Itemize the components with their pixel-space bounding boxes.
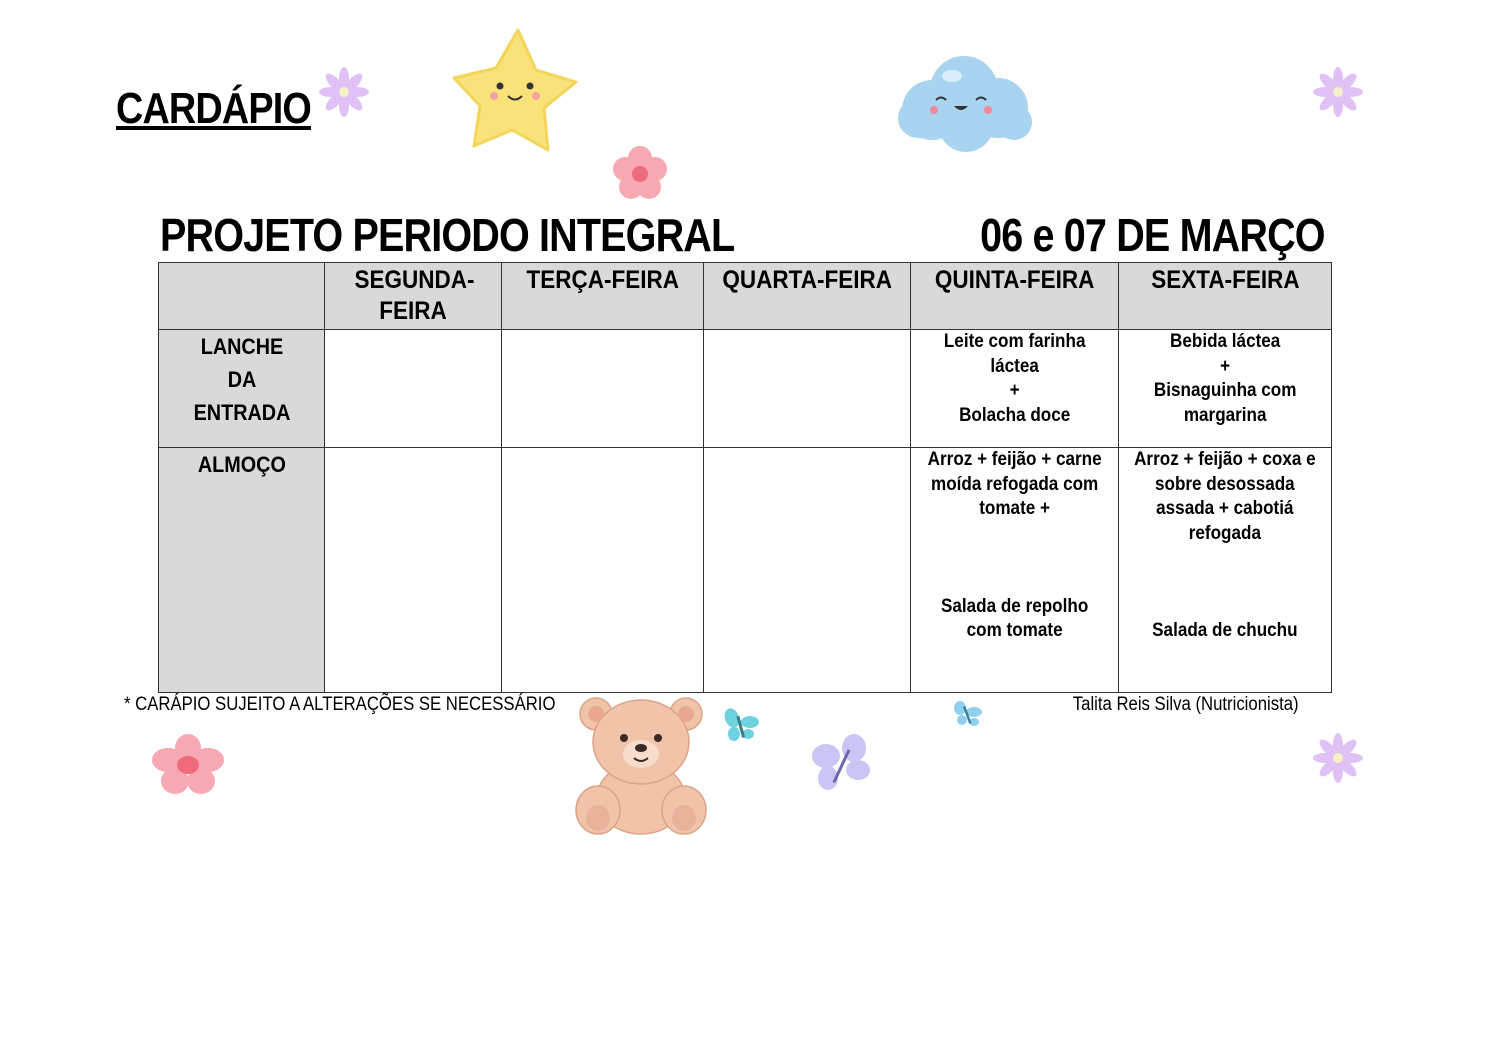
menu-cell: [325, 448, 502, 693]
row-header-snack: LANCHE DA ENTRADA: [159, 330, 325, 448]
menu-dates: 06 e 07 DE MARÇO: [980, 209, 1325, 261]
menu-cell: [502, 448, 704, 693]
pink-flower-icon: [608, 142, 672, 206]
disclaimer-note: * CARÁPIO SUJEITO A ALTERAÇÕES SE NECESSÁRIO: [124, 694, 556, 715]
snack-thursday-cell: Leite com farinha láctea + Bolacha doce: [911, 330, 1119, 448]
day-header-wednesday: QUARTA-FEIRA: [704, 263, 911, 330]
nutritionist-name: Talita Reis Silva (Nutricionista): [1073, 694, 1299, 715]
lilac-flower-icon: [318, 66, 370, 118]
menu-cell: [325, 330, 502, 448]
butterfly-icon: [722, 706, 760, 744]
day-header-monday: SEGUNDA-FEIRA: [325, 263, 502, 330]
day-header-friday: SEXTA-FEIRA: [1119, 263, 1332, 330]
snack-friday-cell: Bebida láctea + Bisnaguinha com margarina: [1119, 330, 1332, 448]
menu-cell: [704, 330, 911, 448]
project-title: PROJETO PERIODO INTEGRAL: [160, 209, 735, 261]
lunch-friday-cell: Arroz + feijão + coxa e sobre desossada assada + cabotiá refogada Salada de chuchu: [1119, 448, 1332, 693]
teddy-bear-icon: [572, 694, 710, 838]
butterfly-icon: [808, 734, 874, 794]
menu-cell: [502, 330, 704, 448]
lilac-flower-icon: [1312, 66, 1364, 118]
row-header-lunch: ALMOÇO: [159, 448, 325, 693]
menu-table: [158, 262, 1332, 693]
pink-flower-icon: [146, 732, 230, 798]
day-header-thursday: QUINTA-FEIRA: [911, 263, 1119, 330]
day-header-tuesday: TERÇA-FEIRA: [502, 263, 704, 330]
lilac-flower-icon: [1312, 732, 1364, 784]
corner-header-cell: [159, 263, 325, 330]
star-icon: [450, 26, 580, 154]
page-title: CARDÁPIO: [116, 84, 311, 133]
butterfly-icon: [952, 700, 984, 728]
cloud-icon: [896, 48, 1034, 152]
lunch-thursday-cell: Arroz + feijão + carne moída refogada com tomate + Salada de repolho com tomate: [911, 448, 1119, 693]
menu-cell: [704, 448, 911, 693]
